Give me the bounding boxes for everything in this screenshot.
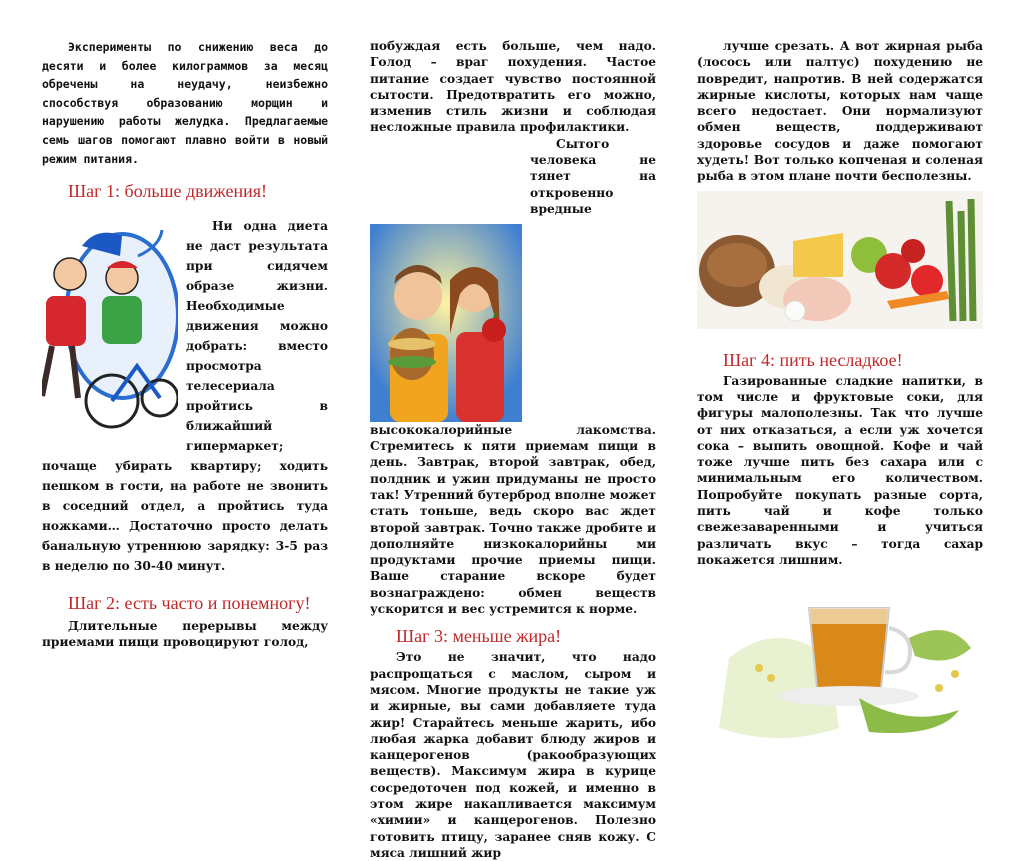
step2-heading: Шаг 2: есть часто и понемногу! xyxy=(68,593,311,614)
boy-girl-illustration xyxy=(370,224,522,422)
step2-text: Длительные перерывы между приемами пищи провоцируют голод, xyxy=(42,619,328,650)
healthy-food-photo xyxy=(697,191,983,329)
step4-heading: Шаг 4: пить несладкое! xyxy=(723,349,903,370)
step1-text: Ни одна диета не даст результата при сидячем образе жизни. Необходимые движения можно добрать: вместо просмотра телесериала пройтись в ближайший гипермаркет; почаще убирать квартиру; ходить пешком в гости, на работе не звонить в соседний отдел, а пройтись туда ножками… Достаточно просто делать банальную утреннюю зарядку: 3-5 раз в неделю по 30-40 минут. xyxy=(42,219,328,574)
column-3 xyxy=(697,38,983,738)
tea-photo xyxy=(709,578,995,738)
intro-paragraph: Эксперименты по снижению веса до десяти и более килограммов за месяц обречены на неудачу, неизбежно способствуя образованию морщин и нарушению работы желудка. Предлагаемые семь шагов помогают плавно войти в новый режим питания. xyxy=(42,40,328,166)
step4-text: Газированные сладкие напитки, в том числе и фруктовые соки, для фигуры малополезны. Так что лучше от них отказаться, а если уж хочется сока – выпить овощной. Кофе и чай тоже лучше пить без сахара или с минимальным его количеством. Попробуйте покупать разные сорта, пить чай и кофе только свежезаваренными и учиться различать вкус – тогда сахар покажется лишним. xyxy=(697,373,983,567)
col3-paragraph-1: лучше срезать. А вот жирная рыба (лосось или палтус) похудению не повредит, напротив. В ней содержатся жирные кислоты, которых нам чаще всего недостает. Они нормализуют обмен веществ, поддерживают здоровье сосудов и даже помогают худеть! Вот только копченая и соленая рыба в этом плане почти бесполезны. xyxy=(697,39,983,184)
step1-heading: Шаг 1: больше движения! xyxy=(68,181,268,202)
column-1 xyxy=(42,38,328,651)
column-2 xyxy=(370,38,656,861)
step3-heading: Шаг 3: меньше жира! xyxy=(396,626,562,647)
step3-text: Это не значит, что надо распрощаться с маслом, сыром и мясом. Многие продукты не такие уж и жирные, вы сами добавляете туда жир! Старайтесь меньше жарить, ибо любая жарка добавит блюду жиров и канцерогенов (ракообразующих веществ). Максимум жира в курице сосредоточен под кожей, и именно в этом жире накапливается максимум «химии» и канцерогенов. Полезно готовить птицу, заранее сняв кожу. С мяса лишний жир xyxy=(370,650,656,860)
col2-paragraph-2: Сытого человека не тянет на откровенно вредные высококалорийные лакомства. Стремитесь к пяти приемам пищи в день. Завтрак, второй завтрак, обед, полдник и ужин придуманы не просто так! Утренний бутерброд вполне может стать тоньше, ведь скоро вас ждет второй завтрак. Точно также дробите и дополняйте низкокалорийны ми продуктами прочие приемы пищи. Ваше старание вскоре будет вознаграждено: обмен веществ ускорится и вес устремится к норме. xyxy=(370,136,656,617)
col2-paragraph-1: побуждая есть больше, чем надо. Голод – враг похудения. Частое питание создает чувство постоянной сытости. Предотвратить его можно, изменив стиль жизни и соблюдая несложные правила профилактики. xyxy=(370,39,656,135)
cyclists-illustration xyxy=(42,216,182,438)
